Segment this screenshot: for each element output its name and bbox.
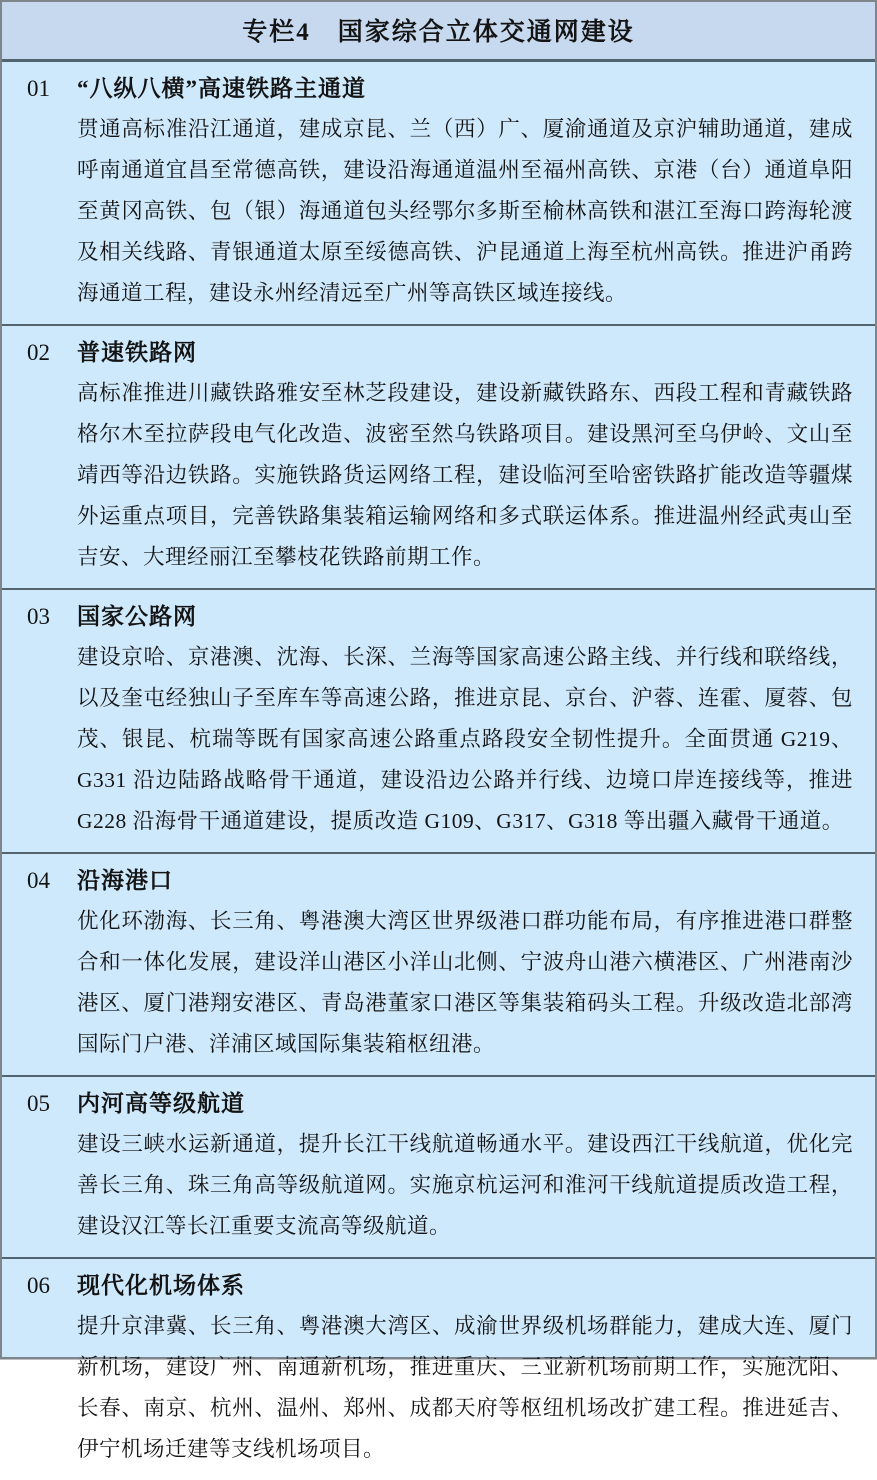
section-body-text: 建设京哈、京港澳、沈海、长深、兰海等国家高速公路主线、并行线和联络线，以及奎屯经独山子至库车等高速公路，推进京昆、京台、沪蓉、连霍、厦蓉、包茂、银昆、杭瑞等既有国家高速公路重点路段安全韧性提升。全面贯通 G219、G331 沿边陆路战略骨干通道，建设沿边公路并行线、边境口岸连接线等，推进 G228 沿海骨干通道建设，提质改造 G109、G317、G318 等出疆入藏骨干通道。 <box>77 645 853 833</box>
section-title: 现代化机场体系 <box>77 1273 245 1298</box>
section-heading <box>27 68 853 109</box>
section-body-text: 高标准推进川藏铁路雅安至林芝段建设，建设新藏铁路东、西段工程和青藏铁路格尔木至拉萨段电气化改造、波密至然乌铁路项目。建设黑河至乌伊岭、文山至靖西等沿边铁路。实施铁路货运网络工程，建设临河至哈密铁路扩能改造等疆煤外运重点项目，完善铁路集装箱运输网络和多式联运体系。推进温州经武夷山至吉安、大理经丽江至攀枝花铁路前期工作。 <box>77 381 853 569</box>
section-number: 05 <box>27 1091 50 1116</box>
section-heading <box>27 332 853 373</box>
section-body-text: 建设三峡水运新通道，提升长江干线航道畅通水平。建设西江干线航道，优化完善长三角、珠三角高等级航道网。实施京杭运河和淮河干线航道提质改造工程，建设汉江等长江重要支流高等级航道。 <box>77 1132 853 1238</box>
section-national-highways <box>2 590 875 854</box>
section-body-text: 提升京津冀、长三角、粤港澳大湾区、成渝世界级机场群能力，建成大连、厦门新机场，建设广州、南通新机场，推进重庆、三亚新机场前期工作，实施沈阳、长春、南京、杭州、温州、郑州、成都天府等枢纽机场改扩建工程。推进延吉、伊宁机场迁建等支线机场项目。 <box>77 1314 853 1461</box>
section-number: 04 <box>27 868 50 893</box>
section-inland-waterways <box>2 1077 875 1259</box>
section-title: 国家公路网 <box>77 604 197 629</box>
section-body-text: 贯通高标准沿江通道，建成京昆、兰（西）广、厦渝通道及京沪辅助通道，建成呼南通道宜昌至常德高铁，建设沿海通道温州至福州高铁、京港（台）通道阜阳至黄冈高铁、包（银）海通道包头经鄂尔多斯至榆林高铁和湛江至海口跨海轮渡及相关线路、青银通道太原至绥德高铁、沪昆通道上海至杭州高铁。推进沪甬跨海通道工程，建设永州经清远至广州等高铁区域连接线。 <box>77 117 853 305</box>
section-airport-system <box>2 1259 875 1480</box>
section-heading <box>27 1083 853 1124</box>
section-list <box>2 62 875 1480</box>
panel-title: 专栏4 国家综合立体交通网建设 <box>2 2 875 62</box>
section-title: 普速铁路网 <box>77 340 197 365</box>
section-body-text: 优化环渤海、长三角、粤港澳大湾区世界级港口群功能布局，有序推进港口群整合和一体化发展，建设洋山港区小洋山北侧、宁波舟山港六横港区、广州港南沙港区、厦门港翔安港区、青岛港董家口港区等集装箱码头工程。升级改造北部湾国际门户港、洋浦区域国际集装箱枢纽港。 <box>77 909 853 1056</box>
section-number: 01 <box>27 76 50 101</box>
section-title: 内河高等级航道 <box>77 1091 245 1116</box>
section-regular-rail <box>2 326 875 590</box>
section-high-speed-rail <box>2 62 875 326</box>
section-title: 沿海港口 <box>77 868 173 893</box>
section-number: 02 <box>27 340 50 365</box>
section-title: “八纵八横”高速铁路主通道 <box>77 76 366 101</box>
section-coastal-ports <box>2 854 875 1077</box>
section-heading <box>27 1265 853 1306</box>
section-heading <box>27 860 853 901</box>
section-number: 03 <box>27 604 50 629</box>
section-number: 06 <box>27 1273 50 1298</box>
section-heading <box>27 596 853 637</box>
